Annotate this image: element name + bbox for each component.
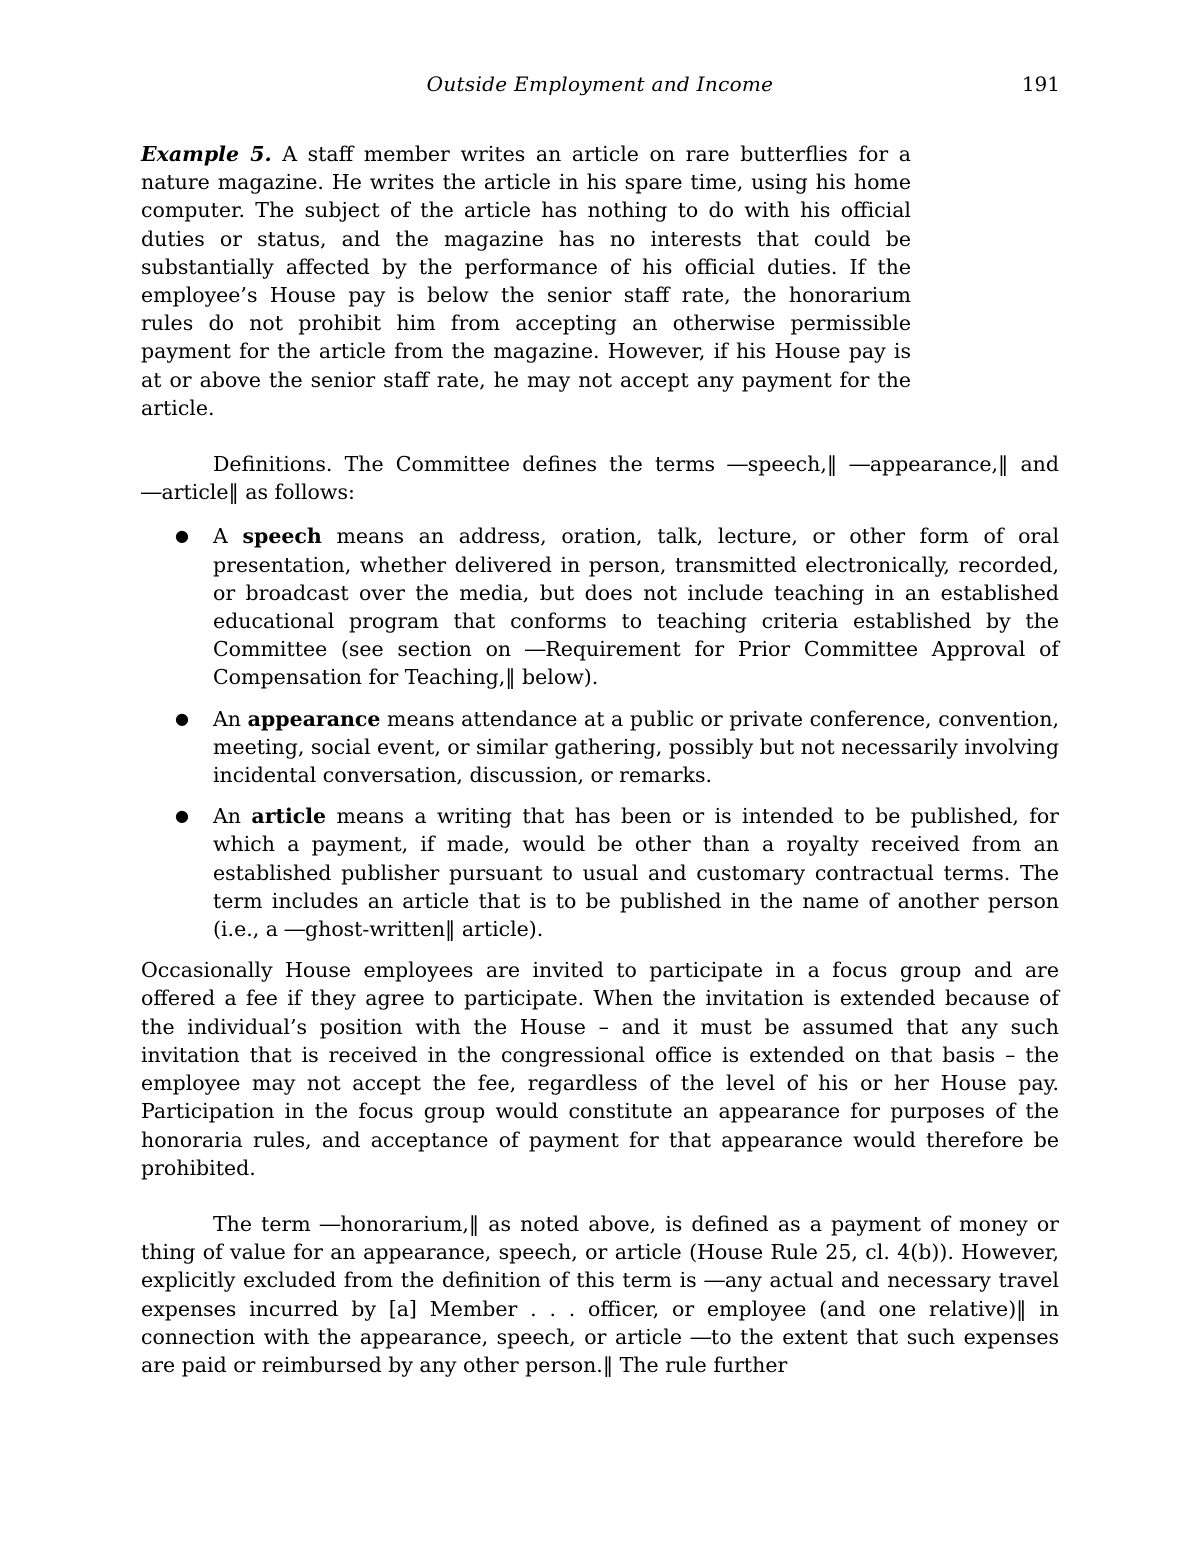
- bullet-icon: ●: [175, 708, 189, 728]
- defined-term: article: [251, 804, 327, 829]
- definitions-intro: [141, 450, 1059, 506]
- example-text: A staff member writes an article on rare butterflies for a nature magazine. He writes the article in his spare time, using his home computer. The subject of the article has nothing to do with his official duties or status, and the magazine has no interests that could be substantially affected by the performance of his official duties. If the employee’s House pay is below the senior staff rate, the honorarium rules do not prohibit him from accepting an otherwise permissible payment for the article from the magazine. However, if his House pay is at or above the senior staff rate, he may not accept any payment for the article.: [141, 142, 911, 420]
- body-text: [141, 140, 1059, 1379]
- defined-term: appearance: [247, 706, 381, 731]
- definitions-label: Definitions.: [213, 452, 333, 477]
- honorarium-paragraph: The term ―honorarium,‖ as noted above, is defined as a payment of money or thing of value for an appearance, speech, or article (House Rule 25, cl. 4(b)). However, explicitly excluded from the definition of this term is ―any actual and necessary travel expenses incurred by [a] Member . . . officer, or employee (and one relative)‖ in connection with the appearance, speech, or article ―to the extent that such expenses are paid or reimbursed by any other person.‖ The rule further: [141, 1211, 1059, 1377]
- list-item: [141, 802, 1059, 943]
- defined-term: speech: [242, 524, 322, 549]
- example-label: Example 5.: [141, 142, 272, 166]
- running-title: Outside Employment and Income: [426, 72, 774, 96]
- item-text: means a writing that has been or is intended to be published, for which a payment, if made, would be other than a royalty received from an established publisher pursuant to usual and customary contractual terms. The term includes an article that is to be published in the name of another person (i.e., a ―ghost-written‖ article).: [213, 804, 1059, 942]
- running-header: [140, 72, 1060, 102]
- page-number: 191: [1021, 72, 1060, 96]
- bullet-icon: ●: [175, 806, 189, 826]
- example-5-block: [141, 140, 911, 422]
- definitions-list: [141, 522, 1059, 943]
- item-prefix: A: [213, 524, 243, 549]
- definitions-text: The Committee defines the terms ―speech,‖ ―appearance,‖ and ―article‖ as follows:: [141, 452, 1059, 505]
- item-prefix: An: [213, 804, 252, 829]
- list-item: [141, 705, 1059, 790]
- item-text: means an address, oration, talk, lecture, or other form of oral presentation, whether delivered in person, transmitted electronically, recorded, or broadcast over the media, but does not include teaching in an established educational program that conforms to teaching criteria established by the Committee (see section on ―Requirement for Prior Committee Approval of Compensation for Teaching,‖ below).: [213, 524, 1059, 690]
- focus-group-paragraph: Occasionally House employees are invited to participate in a focus group and are offered a fee if they agree to participate. When the invitation is extended because of the individual’s position with the House – and it must be assumed that any such invitation that is received in the congressional office is extended on that basis – the employee may not accept the fee, regardless of the level of his or her House pay. Participation in the focus group would constitute an appearance for purposes of the honoraria rules, and acceptance of payment for that appearance would therefore be prohibited.: [141, 958, 1059, 1180]
- item-text: means attendance at a public or private conference, convention, meeting, social event, or similar gathering, possibly but not necessarily involving incidental conversation, discussion, or remarks.: [213, 706, 1059, 788]
- item-prefix: An: [213, 706, 248, 731]
- list-item: [141, 522, 1059, 691]
- bullet-icon: ●: [175, 526, 189, 546]
